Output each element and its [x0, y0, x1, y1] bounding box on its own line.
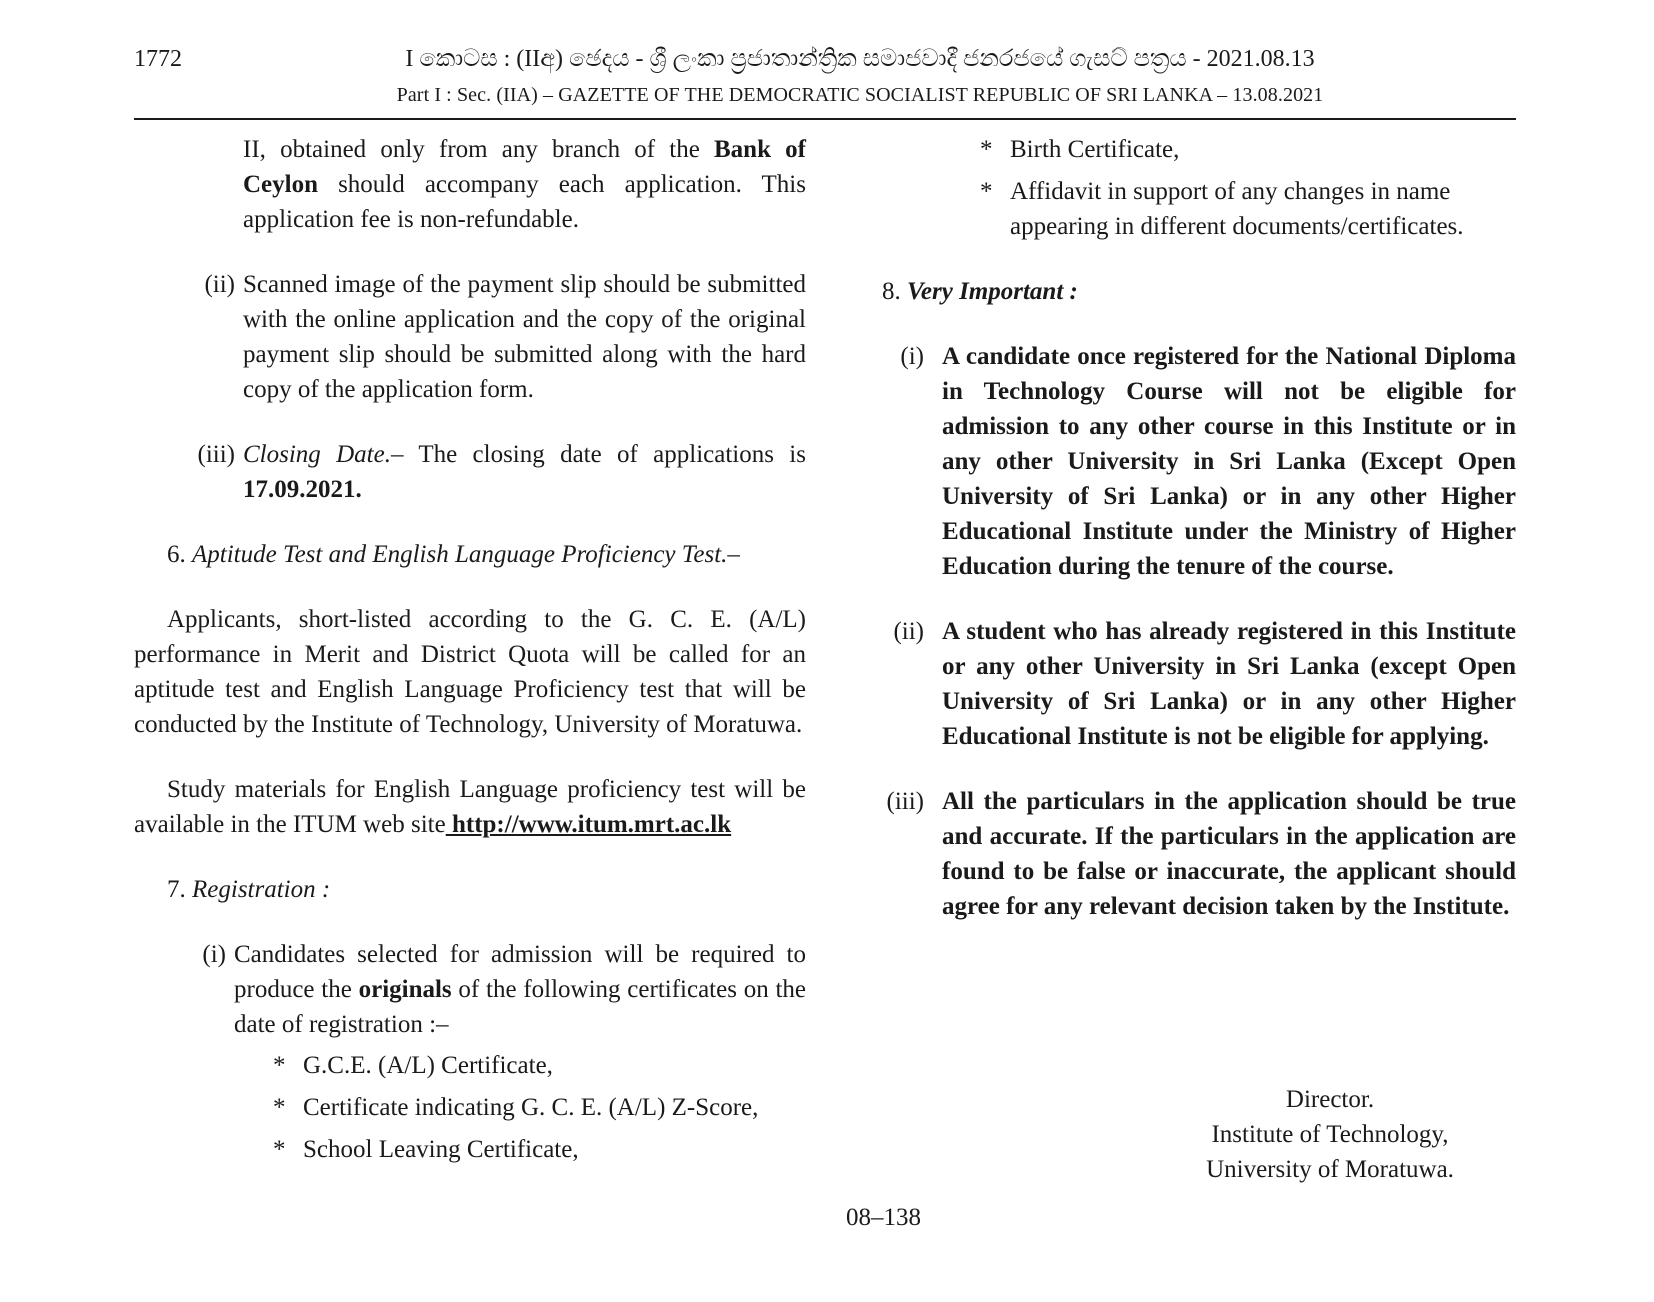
fee-text-2: should accompany each application. This application fee is non-refundable.: [243, 171, 806, 233]
section-7-number: 7.: [167, 876, 192, 903]
item-iii: [134, 437, 806, 507]
study-materials-text: Study materials for English Language proficiency test will be available in the ITUM web site: [134, 776, 806, 838]
signature-university: University of Moratuwa.: [1206, 1156, 1454, 1183]
section-7-item-i-text: [234, 937, 806, 1042]
section-8-number: 8.: [882, 278, 907, 305]
section-7-heading: [134, 872, 806, 907]
bullet-asterisk: *: [980, 178, 993, 205]
reference-code: 08–138: [846, 1204, 921, 1231]
item-ii-number: (ii): [204, 271, 235, 298]
fee-paragraph: [134, 132, 806, 237]
item-ii: [134, 267, 806, 407]
section-8-item-i-number: (i): [900, 343, 924, 370]
signature-institute: Institute of Technology,: [1211, 1121, 1449, 1148]
item-ii-text: Scanned image of the payment slip should be submitted with the online application and the copy of the original payment slip should be submitted along with the hard copy of the application form.: [243, 271, 806, 403]
section-7-item-i-number: (i): [202, 941, 226, 968]
section-8-item-i: [872, 339, 1516, 584]
section-8-heading: [872, 274, 1516, 309]
originals-text-1: Candidates selected for admission will be required to produce the: [234, 941, 806, 1003]
certificate-list-right: [872, 132, 1516, 244]
section-6-paragraph-1: Applicants, short-listed according to the G. C. E. (A/L) performance in Merit and District Quota will be called for an aptitude test and English Language Proficiency test that will be conducted by the Institute of Technology, University of Moratuwa.: [134, 606, 806, 738]
section-6-number: 6.: [167, 541, 192, 568]
itum-website-link[interactable]: http://www.itum.mrt.ac.lk: [445, 811, 732, 838]
section-8-item-ii: [872, 614, 1516, 754]
list-item-text: Birth Certificate,: [1010, 136, 1180, 163]
right-column: [872, 132, 1516, 924]
left-column: [134, 132, 806, 1167]
bullet-asterisk: *: [980, 136, 993, 163]
section-6-heading: [134, 537, 806, 572]
list-item: [980, 174, 1516, 244]
signature-block: [1140, 1082, 1520, 1187]
closing-date-text: The closing date of applications is: [403, 441, 806, 468]
originals-text-2: of the following certificates on the date of registration :–: [234, 976, 806, 1038]
certificate-list-left: [134, 1048, 806, 1167]
section-7-title: Registration :: [192, 876, 331, 903]
list-item-text: School Leaving Certificate,: [303, 1136, 579, 1163]
item-iii-text: [243, 437, 806, 507]
page-number: 1772: [134, 46, 182, 72]
fee-text-1: II, obtained only from any branch of the: [243, 136, 714, 163]
signature-title: Director.: [1285, 1086, 1375, 1113]
fee-bank-name: Bank of Ceylon: [243, 136, 806, 198]
section-7-item-i: [134, 937, 806, 1042]
header-rule: [134, 118, 1516, 120]
section-6-paragraph-2: [134, 772, 806, 842]
section-8-item-iii-text: All the particulars in the application should be true and accurate. If the particulars in the application are found to be false or inaccurate, the applicant should agree for any relevant decision taken by the Institute.: [942, 788, 1516, 920]
section-8-item-ii-number: (ii): [893, 618, 924, 645]
section-8-title: Very Important :: [907, 278, 1078, 305]
list-item: [273, 1132, 806, 1167]
section-8-item-i-text: A candidate once registered for the National Diploma in Technology Course will not be eligible for admission to any other course in this Institute or in any other University in Sri Lanka (Except Open University of Sri Lanka) or in any other Higher Educational Institute under the Ministry of Higher Education during the tenure of the course.: [942, 343, 1516, 580]
bullet-asterisk: *: [273, 1052, 286, 1079]
closing-date-value: 17.09.2021.: [243, 476, 362, 503]
list-item: [273, 1048, 806, 1083]
list-item-text: G.C.E. (A/L) Certificate,: [303, 1052, 553, 1079]
header-title-sinhala: I කොටස : (IIඅ) ඡෙදය - ශ්‍රී ලංකා ප්‍රජාතාන්ත්‍රික සමාජවාදී ජනරජයේ ගැසට් පත්‍රය - 2021.08.13: [405, 46, 1315, 72]
list-item-text: Certificate indicating G. C. E. (A/L) Z-Score,: [303, 1094, 759, 1121]
section-8-item-iii: [872, 784, 1516, 924]
list-item: [980, 132, 1516, 167]
bullet-asterisk: *: [273, 1094, 286, 1121]
list-item-text: Affidavit in support of any changes in name appearing in different documents/certificates.: [1010, 178, 1464, 240]
section-8-item-iii-number: (iii): [886, 788, 924, 815]
originals-bold: originals: [358, 976, 452, 1003]
header-title-english: Part I : Sec. (IIA) – GAZETTE OF THE DEMOCRATIC SOCIALIST REPUBLIC OF SRI LANKA – 13.08.2021: [396, 84, 1324, 106]
list-item: [273, 1090, 806, 1125]
bullet-asterisk: *: [273, 1136, 286, 1163]
section-8-item-ii-text: A student who has already registered in this Institute or any other University in Sri Lanka (except Open University of Sri Lanka) or in any other Higher Educational Institute is not be eligible for applying.: [942, 618, 1516, 750]
section-6-title: Aptitude Test and English Language Proficiency Test.–: [192, 541, 740, 568]
item-iii-number: (iii): [197, 441, 235, 468]
closing-date-label: Closing Date.–: [243, 441, 404, 468]
